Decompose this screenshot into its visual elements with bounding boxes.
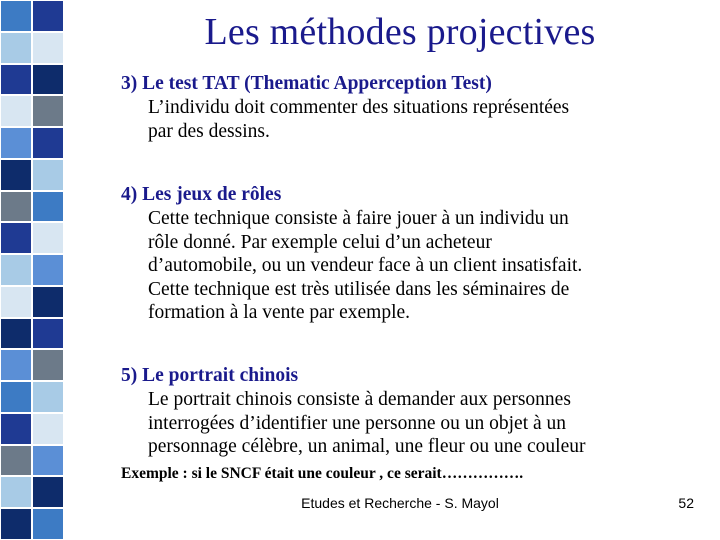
sidebar-tile	[0, 64, 32, 96]
section-line: interrogées d’identifier une personne ou un objet à un	[148, 412, 567, 434]
sidebar-tile	[32, 508, 64, 540]
sidebar-tile	[0, 95, 32, 127]
section-heading: 4) Les jeux de rôles	[121, 184, 282, 205]
decorative-sidebar	[0, 0, 64, 540]
sidebar-tile	[0, 349, 32, 381]
section-line: d’automobile, ou un vendeur face à un client insatisfait.	[148, 255, 583, 276]
section-line: rôle donné. Par exemple celui d’un acheteur	[148, 231, 492, 253]
section-jeux-de-roles	[121, 183, 696, 325]
sidebar-tile	[32, 413, 64, 445]
example-text: Exemple : si le SNCF était une couleur , ce serait…………….	[121, 465, 524, 482]
section-heading: 5) Le portrait chinois	[121, 365, 299, 386]
sidebar-tile	[0, 318, 32, 350]
sidebar-tile	[0, 508, 32, 540]
section-line: Cette technique consiste à faire jouer à un individu un	[148, 208, 569, 229]
sidebar-tile	[32, 286, 64, 318]
slide-title: Les méthodes projectives	[204, 11, 596, 53]
sidebar-tile	[0, 191, 32, 223]
section-line: Le portrait chinois consiste à demander aux personnes	[148, 389, 571, 410]
section-line: par des dessins.	[148, 120, 270, 142]
sidebar-tile	[0, 127, 32, 159]
sidebar-tile	[32, 32, 64, 64]
section-portrait-chinois	[121, 364, 696, 459]
sidebar-tile	[0, 286, 32, 318]
sidebar-tile	[0, 32, 32, 64]
sidebar-tile	[32, 318, 64, 350]
sidebar-tile	[32, 0, 64, 32]
sidebar-tile	[32, 191, 64, 223]
sidebar-tile	[32, 127, 64, 159]
section-line: Cette technique est très utilisée dans les séminaires de	[148, 278, 570, 300]
sidebar-tile	[32, 159, 64, 191]
section-line: formation à la vente par exemple.	[148, 302, 411, 323]
sidebar-tile	[0, 381, 32, 413]
sidebar-tile	[0, 222, 32, 254]
sidebar-tile	[32, 95, 64, 127]
section-heading: 3) Le test TAT (Thematic Apperception Test)	[121, 73, 492, 94]
sidebar-tile	[0, 0, 32, 32]
section-tat	[121, 72, 696, 143]
footer-text: Etudes et Recherche - S. Mayol	[301, 495, 499, 511]
sidebar-tile	[0, 413, 32, 445]
sidebar-tile	[32, 222, 64, 254]
section-line: L’individu doit commenter des situations représentées	[148, 97, 570, 118]
sidebar-tile	[32, 349, 64, 381]
sidebar-tile	[32, 64, 64, 96]
sidebar-tile	[32, 381, 64, 413]
sidebar-tile	[32, 476, 64, 508]
page-number: 52	[678, 495, 694, 511]
sidebar-tile	[32, 254, 64, 286]
sidebar-tile	[32, 445, 64, 477]
sidebar-tile	[0, 254, 32, 286]
sidebar-tile	[0, 445, 32, 477]
section-line: personnage célèbre, un animal, une fleur ou une couleur	[148, 436, 586, 457]
sidebar-tile	[0, 476, 32, 508]
sidebar-tile	[0, 159, 32, 191]
